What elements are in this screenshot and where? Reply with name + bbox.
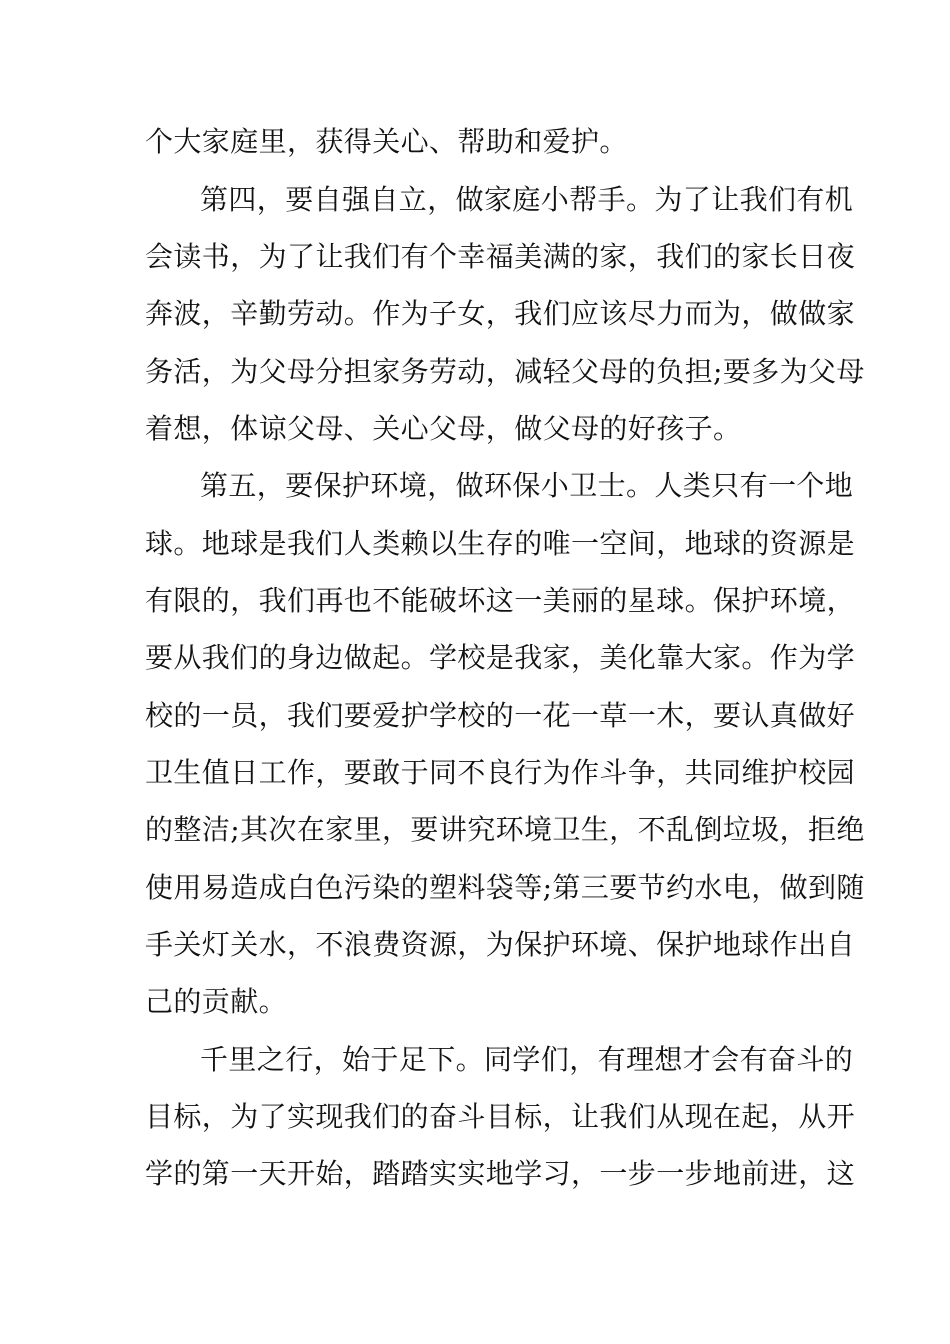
paragraph-4-line-1: 千里之行，始于足下。同学们，有理想才会有奋斗的 (200, 1043, 854, 1076)
paragraph-2-line-1: 第四，要自强自立，做家庭小帮手。为了让我们有机 (200, 183, 854, 216)
paragraph-2-line-2: 会读书，为了让我们有个幸福美满的家，我们的家长日夜 (145, 240, 856, 273)
paragraph-3-line-4: 要从我们的身边做起。学校是我家，美化靠大家。作为学 (145, 641, 856, 674)
paragraph-3-line-8: 使用易造成白色污染的塑料袋等;第三要节约水电，做到随 (145, 871, 865, 904)
paragraph-2-line-3: 奔波，辛勤劳动。作为子女，我们应该尽力而为，做做家 (145, 297, 856, 330)
paragraph-3-line-3: 有限的，我们再也不能破坏这一美丽的星球。保护环境， (145, 584, 856, 617)
paragraph-4-line-2: 目标，为了实现我们的奋斗目标，让我们从现在起，从开 (145, 1100, 856, 1133)
paragraph-3-line-5: 校的一员，我们要爱护学校的一花一草一木，要认真做好 (145, 699, 856, 732)
paragraph-3-line-6: 卫生值日工作，要敢于同不良行为作斗争，共同维护校园 (145, 756, 856, 789)
paragraph-1-line-1: 个大家庭里，获得关心、帮助和爱护。 (145, 125, 628, 158)
paragraph-3-line-1: 第五，要保护环境，做环保小卫士。人类只有一个地 (200, 469, 854, 502)
paragraph-3-line-10: 己的贡献。 (145, 985, 288, 1018)
paragraph-3-line-2: 球。地球是我们人类赖以生存的唯一空间，地球的资源是 (145, 527, 856, 560)
paragraph-4-line-3: 学的第一天开始，踏踏实实地学习，一步一步地前进，这 (145, 1157, 856, 1190)
paragraph-3-line-9: 手关灯关水，不浪费资源，为保护环境、保护地球作出自 (145, 928, 856, 961)
paragraph-3-line-7: 的整洁;其次在家里，要讲究环境卫生，不乱倒垃圾，拒绝 (145, 813, 865, 846)
paragraph-2-line-5: 着想，体谅父母、关心父母，做父母的好孩子。 (145, 412, 742, 445)
paragraph-2-line-4: 务活，为父母分担家务劳动，减轻父母的负担;要多为父母 (145, 355, 865, 388)
